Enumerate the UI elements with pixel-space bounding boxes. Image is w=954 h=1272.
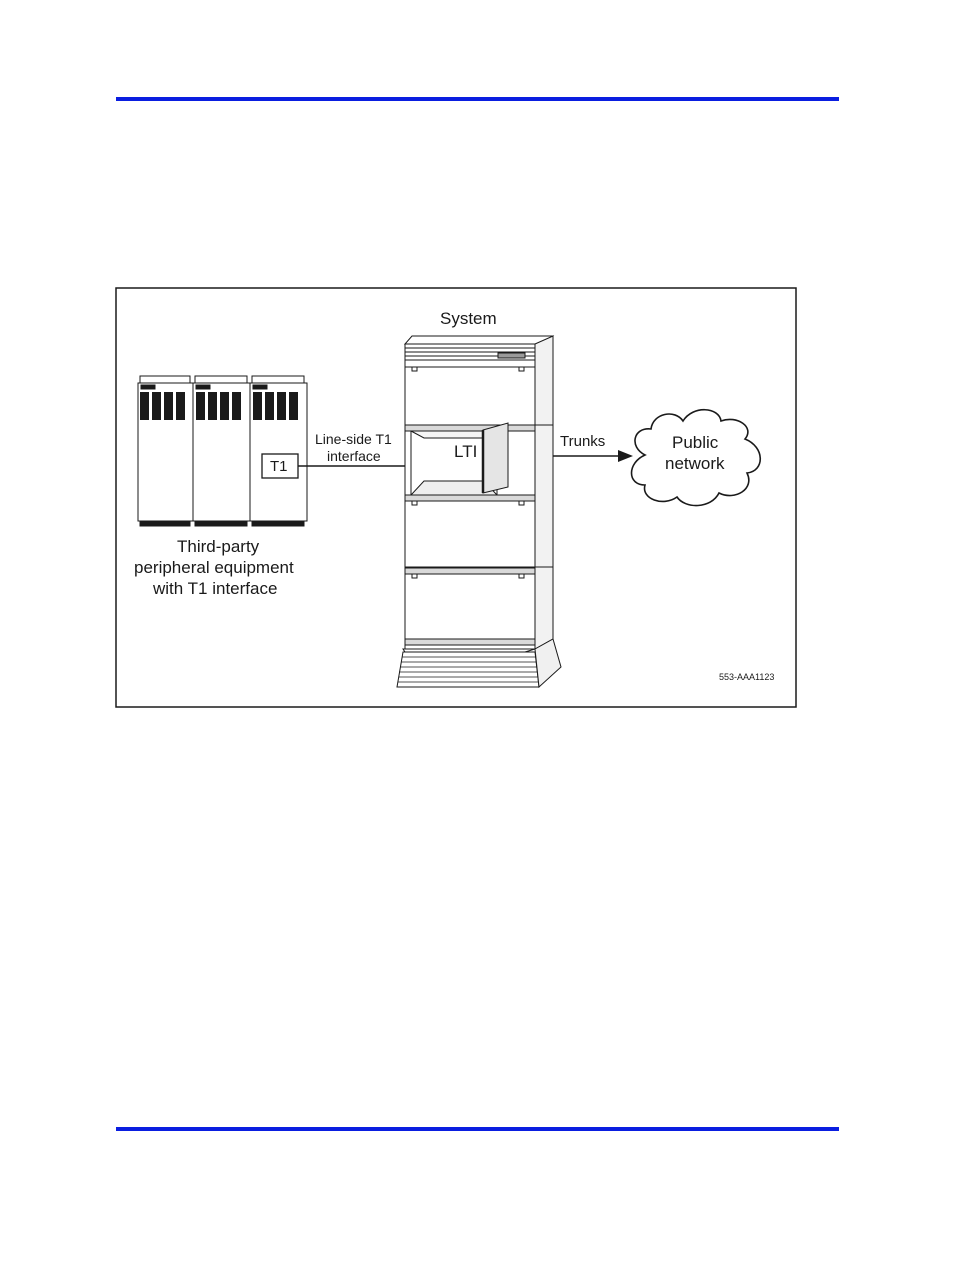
lti-label: LTI (454, 442, 478, 461)
t1-box-label: T1 (270, 458, 288, 475)
peripheral-caption-3: with T1 interface (153, 579, 278, 598)
peripheral-caption-2: peripheral equipment (134, 558, 294, 577)
line-side-label-2: interface (327, 448, 381, 464)
peripheral-caption-1: Third-party (177, 537, 260, 556)
system-label: System (440, 309, 497, 328)
trunks-label: Trunks (560, 433, 606, 450)
peripheral-equipment-cabinets (138, 376, 307, 526)
diagram-canvas (115, 287, 797, 708)
figure-id: 553-AAA1123 (719, 672, 775, 682)
line-side-label-1: Line-side T1 (315, 431, 392, 447)
top-rule (116, 97, 839, 101)
cloud-label-2: network (665, 454, 725, 473)
system-cabinet (397, 336, 561, 687)
figure-lti-connection-diagram (115, 287, 797, 708)
bottom-rule (116, 1127, 839, 1131)
cloud-label-1: Public (672, 433, 719, 452)
